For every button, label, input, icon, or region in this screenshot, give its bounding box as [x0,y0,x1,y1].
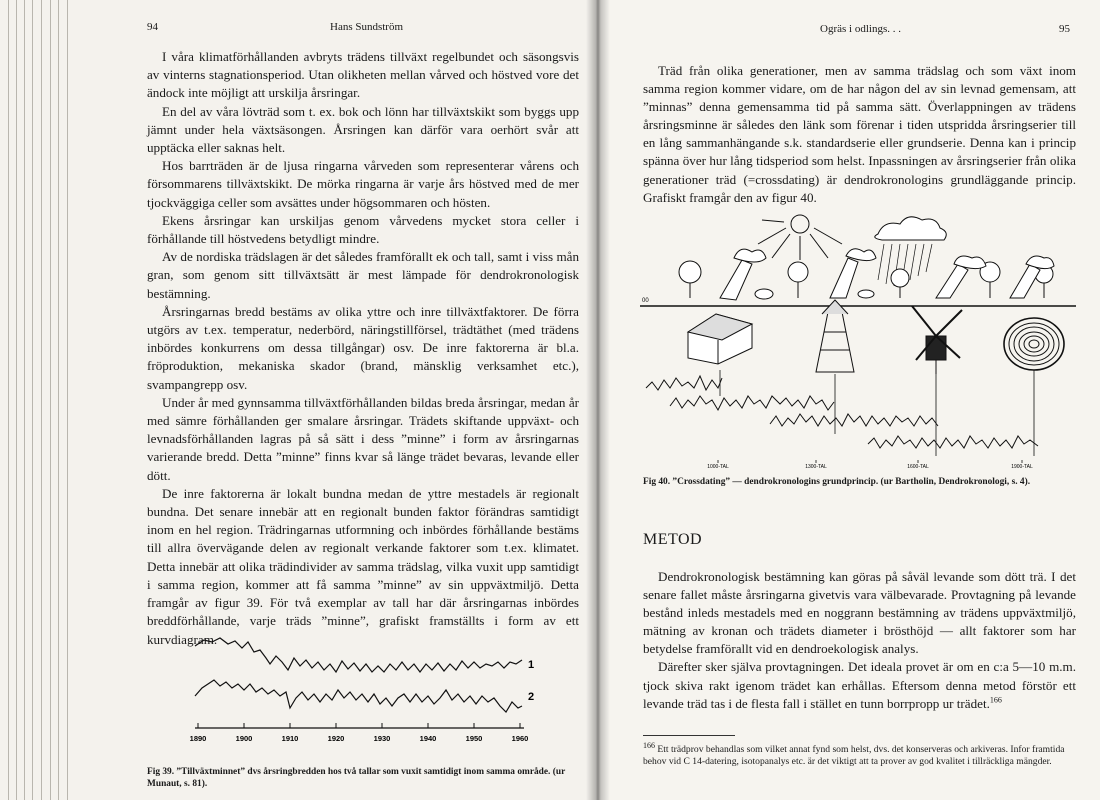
left-running-head: Hans Sundström [330,21,404,33]
fig40-tick-label: 1300-TAL [805,464,827,470]
fig40-illustration [640,210,1080,470]
fig39-tick-label: 1930 [373,734,391,743]
page-edges [0,0,75,800]
left-paragraph: I våra klimatförhållanden avbryts trädens tillväxt regelbundet och säsongsvis av vinterns stagnationsperiod. Utan olikheten mellan vårved och höstved vore det ändock inte möjligt att urskilja årsringar. [147,49,579,101]
fig39-curve-label-2: 2 [528,691,535,703]
right-method-text [643,568,1076,713]
fig39-curve-label-1: 1 [528,659,535,671]
bell-tower-icon [816,300,854,372]
section-heading: METOD [643,531,703,548]
right-paragraph-text: Därefter sker själva provtagningen. Det ideala provet är om en c:a 5—10 m.m. tjock skiva rakt igenom trädet kan erhållas. Eftersom denna metod förstör ett levande träd tas i de flesta fall i stället en tunn borrpropp ur trädet. [643,659,1076,711]
left-paragraph: En del av våra lövträd som t. ex. bok och lönn har tillväxtskikt som byggs upp jämnt under hela växtsäsongen. Årsringen kan därför vara oerhört svår att upptäcka eller saknas helt. [147,103,579,156]
timber-house-icon [688,314,752,364]
rain-cloud-icon [875,217,946,286]
fig40-tick-label: 1600-TAL [907,464,929,470]
left-paragraph: Under år med gynnsamma tillväxtförhållanden bildas breda årsringar, medan år med sämre förhållanden ger smalare årsringar. Trädets skiftande uppväxt- och levnadsförhållanden lagras på så sätt i dess ”minne” i form av årsringarnas varierande bredd. Detta ”minne” finns kvar så länge trädet bevaras, levande eller dött. [147,394,579,483]
ring-width-series [646,376,1038,448]
windmill-icon [912,306,962,374]
fig39-axis-ticks [198,723,520,728]
right-paragraph: Träd från olika generationer, men av samma trädslag och som växt inom samma region kommer vidare, om de har någon del av sin levnad gemensam, att ”minnas” denna gemensamma tid på samma sätt. Överlappningen av trädens årsringsminne är således den länk som förenar i tiden utspridda årsringserier till en lång sammanhängande s.k. standardserie eller grundserie. Denna kan i princip spänna över hur lång tidsperiod som helst. Inpassningen av årsringserier från olika generationer träd (=crossdating) är dendrokronologins grundläggande princip. Grafiskt framgår den av figur 40. [643,63,1076,205]
fig39-caption: Fig 39. ”Tillväxtminnet” dvs årsringbredden hos två tallar som vuxit samtidigt inom samma område. (ur Munaut, s. 81). [147,767,566,789]
fig39-curve-2 [195,680,522,712]
footnote-rule [643,735,735,736]
fig39-curve-1 [195,638,522,672]
book-gutter [586,0,610,800]
fig39-tick-label: 1960 [511,734,529,743]
fig39-tick-label: 1940 [419,734,437,743]
left-paragraph: De inre faktorerna är lokalt bundna medan de yttre mestadels är regionalt bundna. Det senare innebär att en regionalt bunden faktor förändras samtidigt inom en hel region. Trädringarnas utformning och inbördes förhållande bestäms till allra övervägande delen av regionalt verkande faktorer som t.ex. klimatet. Detta innebär att olika trädindivider av samma trädslag, vilka vuxit upp samtidigt i samma region, kommer att få samma ”minne” av sin uppväxtmiljö. Detta framgår av figur 39. För två exemplar av tall har där årsringarnas inbördes breddförhållande, varje träds ”minne”, grafiskt framställts i form av ett kurvdiagram. [147,485,579,647]
fig39-tick-label: 1890 [190,734,207,743]
left-paragraph: Årsringarnas bredd bestäms av olika yttre och inre tillväxtfaktorer. De förra utgörs av t.ex. temperatur, nederbörd, näringstillförsel, trädtäthet (med trädens inbördes konkurrens om dessa tillgångar) osv. De inre faktorerna är bl.a. fröproduktion, mekaniska skador (brand, mänsklig verksamhet etc.), svampangrepp osv. [147,303,579,392]
left-page-number: 94 [147,21,158,33]
right-paragraph: Dendrokronologisk bestämning kan göras på såväl levande som dött trä. I det senare fallet måste årsringarna givetvis vara välbevarade. Provtagning på levande bestånd inleds mestadels med en noggrann bestämning av trädens uppväxtmiljö, mätning av kronan och trädets diameter i brösthöjd — allt faktorer som har betydelse framförallt vid en dendroekologisk analys. [643,569,1076,657]
fig40-caption: Fig 40. ”Crossdating” — dendrokronologins grundprincip. (ur Bartholin, Dendrokronologi, s. 4). [643,477,1031,487]
fig39-tick-label: 1910 [281,734,299,743]
right-paragraph [643,658,1076,712]
fig39-tick-label: 1950 [465,734,483,743]
footnote-number: 166 [643,740,655,750]
sun-icon [758,215,842,260]
left-body-text [147,48,579,649]
left-paragraph: Av de nordiska trädslagen är det således framförallt ek och tall, samt i viss mån gran, som genom sitt tillväxtsätt är mest lämpade för dendrokronologisk bestämning. [147,249,579,301]
left-paragraph: Hos barrträden är de ljusa ringarna vårveden som representerar vårens och försommarens tillväxtskikt. De mörka ringarna är varje års höstved med de mer tjockväggiga celler som avsättes under högsommaren och hösten. [147,158,579,210]
right-running-head: Ogräs i odlings. . . [820,23,901,35]
right-intro-text [643,62,1076,207]
fig39-tick-label: 1920 [327,734,345,743]
tree-rings-icon [1004,318,1064,370]
left-paragraph: Ekens årsringar kan urskiljas genom vårvedens mycket stora celler i förhållande till höstvedens betydligt mindre. [147,212,579,247]
right-page-number: 95 [1059,23,1070,35]
tree-icons [679,249,1054,300]
fig40-axis-start: 00 [642,298,649,304]
fig40-axis-ticks [718,460,1022,463]
fig39-tick-label: 1900 [235,734,253,743]
fig40-tick-label: 1000-TAL [707,464,729,470]
fig39-graph [190,628,550,748]
footnote-ref: 166 [989,695,1002,705]
footnote-text: Ett trädprov behandlas som vilket annat fynd som helst, dvs. det konserveras och arkiveras. Infor framtida behov vid C 14-datering, isotopanalys etc. är det viktigt att ta prover av god kvalitet i tillräckliga mängder. [643,744,1065,767]
footnote [643,740,1076,768]
fig40-tick-label: 1900-TAL [1011,464,1033,470]
